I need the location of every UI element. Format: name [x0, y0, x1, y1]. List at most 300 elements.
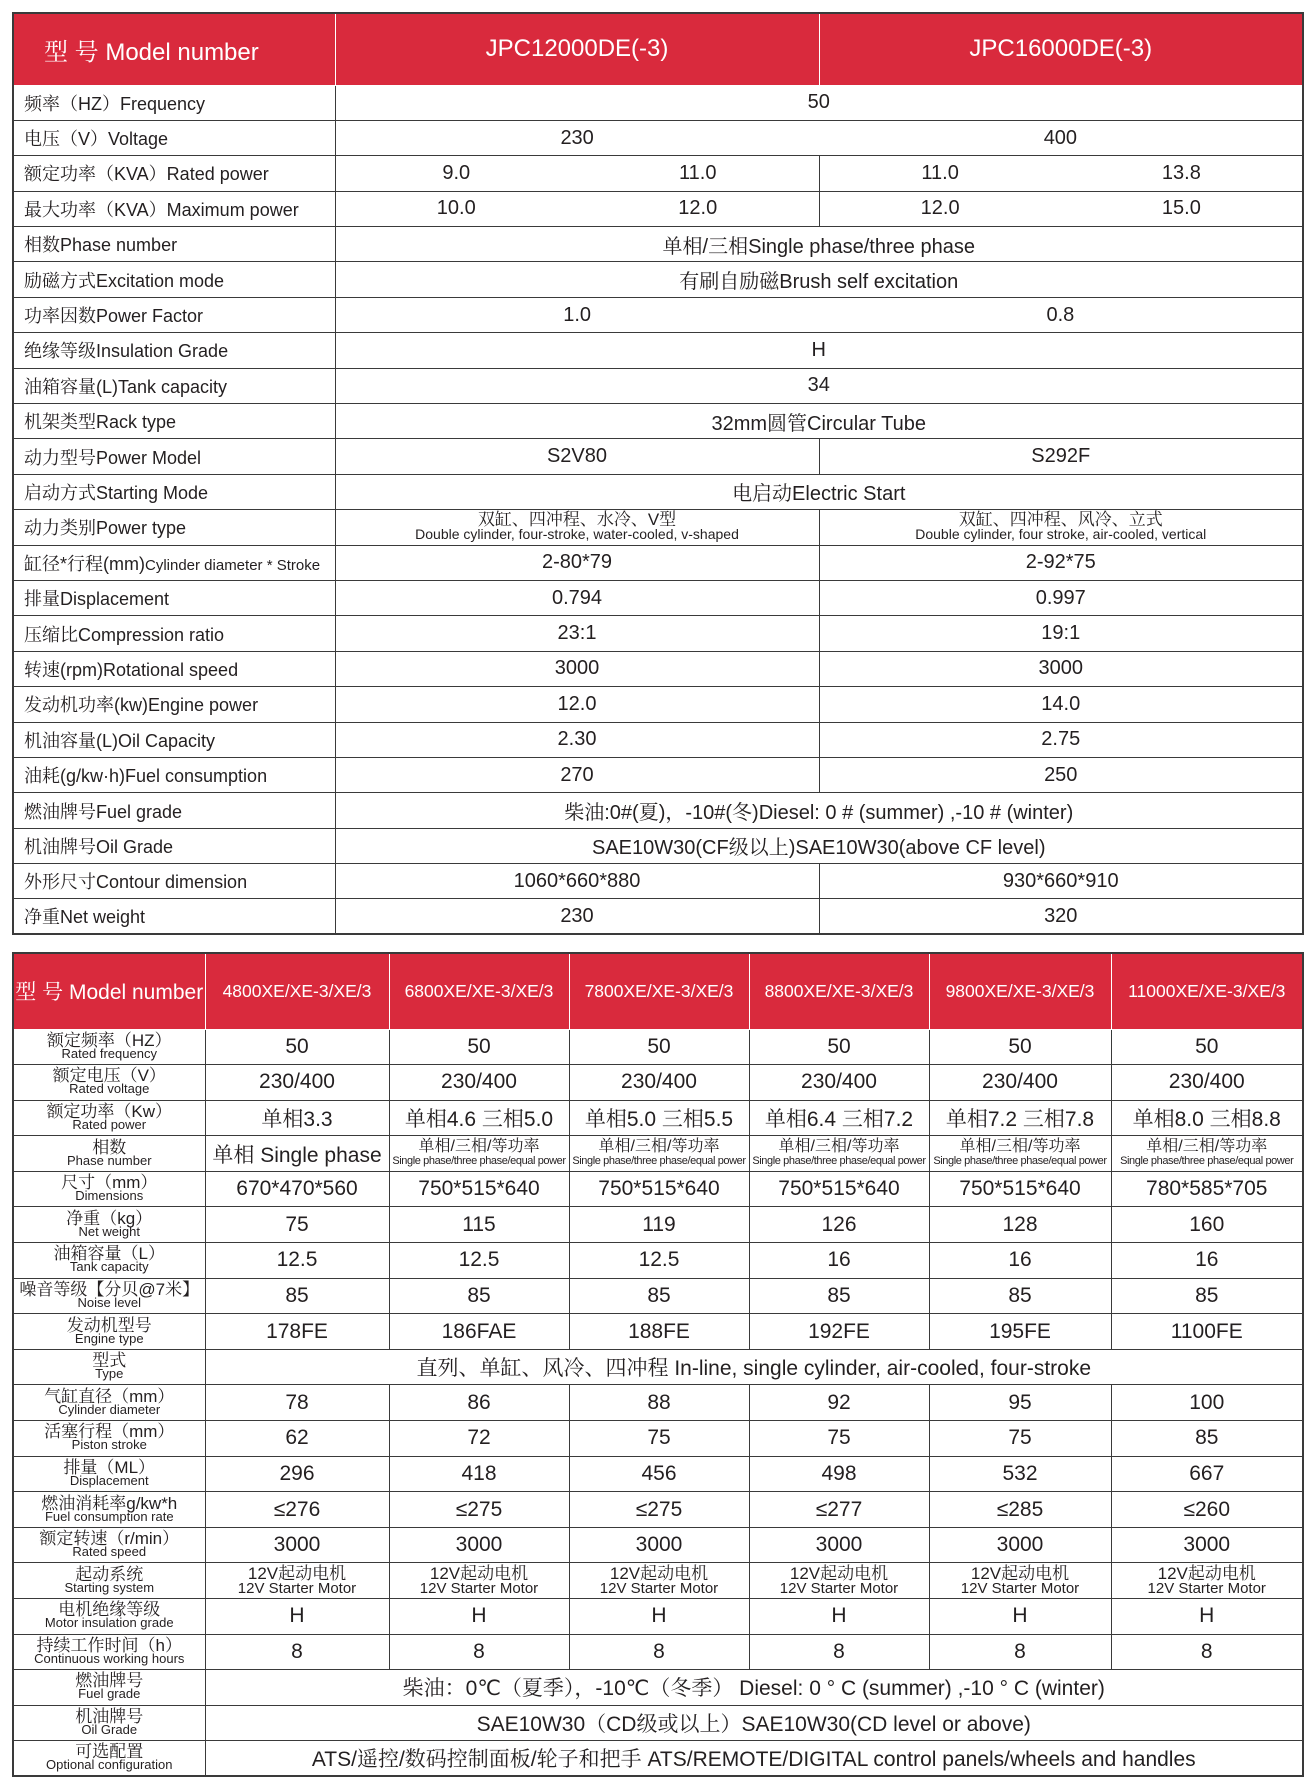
row-label-cn: 净重（kg） [66, 1208, 153, 1228]
value-stack [570, 1139, 749, 1169]
row-label: 外形尺寸Contour dimension [13, 864, 335, 899]
value-cell: 16 [749, 1243, 929, 1279]
header-model: 8800XE/XE-3/XE/3 [749, 953, 929, 1029]
row-label [13, 1029, 205, 1065]
value-cell: 50 [569, 1029, 749, 1065]
value-text: 9.0 [442, 161, 471, 184]
value-cell [335, 120, 1303, 155]
value-stack [750, 1139, 929, 1169]
value-text-en: Single phase/three phase/equal power [572, 1154, 746, 1167]
row-label [13, 1456, 205, 1492]
header-model: 6800XE/XE-3/XE/3 [389, 953, 569, 1029]
table-row [13, 1456, 1303, 1492]
row-label-cn: 噪音等级【分贝@7米】 [19, 1279, 200, 1299]
value-cell: 230/400 [1111, 1065, 1303, 1101]
value-cell: ≤275 [389, 1492, 569, 1528]
table-row [13, 120, 1303, 155]
value-cell: 186FAE [389, 1314, 569, 1350]
value-cell: 2.75 [819, 722, 1303, 757]
value-text-cn: 12V起动电机 [609, 1563, 709, 1583]
value-cell: 780*585*705 [1111, 1171, 1303, 1207]
value-text: 11.0 [921, 161, 959, 184]
value-cell: 0.997 [819, 580, 1303, 615]
row-label-cn: 额定频率（HZ） [46, 1030, 172, 1050]
row-label-en: Piston stroke [71, 1437, 147, 1453]
value-cell: 直列、单缸、风冷、四冲程 In-line, single cylinder, air-cooled, four-stroke [205, 1349, 1303, 1385]
value-cell [819, 156, 1303, 191]
row-label-cn: 额定功率（Kw） [46, 1101, 173, 1121]
value-cell [335, 156, 819, 191]
value-stack [930, 1563, 1111, 1597]
value-cell: 1060*660*880 [335, 864, 819, 899]
table-row [13, 722, 1303, 757]
table-row [13, 474, 1303, 509]
header-model-1: JPC12000DE(-3) [335, 13, 819, 85]
table-row [13, 757, 1303, 792]
row-label-en: Optional configuration [46, 1757, 173, 1773]
value-cell: 78 [205, 1385, 389, 1421]
row-label [13, 1314, 205, 1350]
value-cell: 14.0 [819, 687, 1303, 722]
value-cell [335, 510, 819, 545]
value-cell: 92 [749, 1385, 929, 1421]
value-cell: 750*515*640 [749, 1171, 929, 1207]
table-header-row [13, 13, 1303, 85]
value-cell: 单相7.2 三相7.8 [929, 1100, 1111, 1136]
table-row [13, 439, 1303, 474]
value-cell: 8 [389, 1634, 569, 1670]
table-row [13, 828, 1303, 863]
row-label: 动力型号Power Model [13, 439, 335, 474]
value-cell: 750*515*640 [569, 1171, 749, 1207]
row-label: 绝缘等级Insulation Grade [13, 333, 335, 368]
table-row [13, 85, 1303, 120]
value-cell: 85 [389, 1278, 569, 1314]
value-cell: 296 [205, 1456, 389, 1492]
row-label: 排量Displacement [13, 580, 335, 615]
value-cell: 3000 [929, 1527, 1111, 1563]
row-label: 油箱容量(L)Tank capacity [13, 368, 335, 403]
value-cell: 85 [1111, 1278, 1303, 1314]
value-cell: 8 [569, 1634, 749, 1670]
value-cell: 50 [389, 1029, 569, 1065]
value-cell: 单相 Single phase [205, 1136, 389, 1172]
row-label [13, 545, 335, 580]
value-cell: 单相3.3 [205, 1100, 389, 1136]
row-label-en: Rated speed [72, 1544, 147, 1560]
value-cell: ≤285 [929, 1492, 1111, 1528]
value-cell [929, 1563, 1111, 1599]
row-label [13, 1100, 205, 1136]
row-label [13, 1385, 205, 1421]
table-row [13, 1207, 1303, 1243]
row-label-cn: 尺寸（mm） [61, 1173, 158, 1193]
value-cell: 8 [929, 1634, 1111, 1670]
value-cell: 柴油：0℃（夏季），-10℃（冬季） Diesel: 0 ° C (summer) ,-10 ° C (winter) [205, 1670, 1303, 1706]
row-label-sub: Cylinder diameter * Stroke [144, 556, 321, 574]
table-row [13, 687, 1303, 722]
value-cell: 8 [749, 1634, 929, 1670]
row-label-en: Fuel consumption rate [44, 1508, 174, 1524]
value-text: 13.8 [1161, 161, 1201, 184]
row-label-cn: 机油牌号 [75, 1707, 144, 1727]
row-label-cn: 起动系统 [75, 1564, 144, 1584]
value-cell: 柴油:0#(夏)，-10#(冬)Diesel: 0 # (summer) ,-10 # (winter) [335, 793, 1303, 828]
row-label [13, 1670, 205, 1706]
row-label-cn: 额定转速（r/min） [39, 1529, 180, 1549]
row-label-en: Continuous working hours [34, 1650, 185, 1666]
value-text-en: 12V Starter Motor [779, 1579, 899, 1597]
value-cell: 32mm圆管Circular Tube [335, 404, 1303, 439]
row-label: 相数Phase number [13, 227, 335, 262]
table-row [13, 1385, 1303, 1421]
value-cell: H [749, 1599, 929, 1635]
value-cell: 2.30 [335, 722, 819, 757]
value-cell: H [1111, 1599, 1303, 1635]
value-text-cn: 12V起动电机 [429, 1563, 529, 1583]
value-cell [819, 510, 1303, 545]
spec-table-gasoline [12, 952, 1304, 1777]
value-cell: 3000 [389, 1527, 569, 1563]
header-model: 7800XE/XE-3/XE/3 [569, 953, 749, 1029]
value-cell: 75 [205, 1207, 389, 1243]
row-label-cn: 持续工作时间（h） [36, 1635, 182, 1655]
table-row [13, 864, 1303, 899]
table-row [13, 793, 1303, 828]
value-cell [1111, 1136, 1303, 1172]
value-text-en: Single phase/three phase/equal power [752, 1154, 926, 1167]
row-label: 转速(rpm)Rotational speed [13, 651, 335, 686]
row-label: 功率因数Power Factor [13, 297, 335, 332]
value-cell: 12.5 [205, 1243, 389, 1279]
value-cell: 单相8.0 三相8.8 [1111, 1100, 1303, 1136]
value-stack [1112, 1563, 1303, 1597]
value-text: 400 [1043, 126, 1078, 149]
value-cell: 3000 [749, 1527, 929, 1563]
value-stack [1112, 1139, 1303, 1169]
table-row [13, 1563, 1303, 1599]
row-label [13, 1207, 205, 1243]
row-label-cn: 发动机型号 [66, 1315, 152, 1335]
row-label-en: Tank capacity [69, 1259, 149, 1275]
value-cell: 192FE [749, 1314, 929, 1350]
table-row [13, 1492, 1303, 1528]
row-label [13, 1171, 205, 1207]
table-row [13, 1278, 1303, 1314]
value-cell: 456 [569, 1456, 749, 1492]
value-cell: 930*660*910 [819, 864, 1303, 899]
row-label [13, 1136, 205, 1172]
value-pair [820, 162, 1303, 185]
spec-table-body [13, 1029, 1303, 1776]
value-stack [390, 1563, 569, 1597]
row-label: 燃油牌号Fuel grade [13, 793, 335, 828]
spec-table-body [13, 85, 1303, 934]
value-cell: 418 [389, 1456, 569, 1492]
value-cell: 85 [929, 1278, 1111, 1314]
value-text: 0.8 [1046, 303, 1075, 326]
table-row [13, 580, 1303, 615]
value-cell: H [205, 1599, 389, 1635]
row-label [13, 1065, 205, 1101]
value-cell: 230/400 [389, 1065, 569, 1101]
value-cell: 2-80*79 [335, 545, 819, 580]
row-label-cn: 油箱容量（L） [53, 1244, 165, 1264]
value-cell: 34 [335, 368, 1303, 403]
value-cell: 188FE [569, 1314, 749, 1350]
row-label-en: Rated frequency [61, 1045, 157, 1061]
row-label [13, 1243, 205, 1279]
value-cell: 100 [1111, 1385, 1303, 1421]
value-cell: SAE10W30（CD级或以上）SAE10W30(CD level or above) [205, 1705, 1303, 1741]
value-cell: 62 [205, 1421, 389, 1457]
row-label-en: Fuel grade [78, 1686, 141, 1702]
value-cell: 250 [819, 757, 1303, 792]
value-text: 15.0 [1161, 197, 1201, 220]
value-cell: 75 [569, 1421, 749, 1457]
row-label: 机架类型Rack type [13, 404, 335, 439]
value-cell: 85 [749, 1278, 929, 1314]
row-label [13, 1599, 205, 1635]
row-label-en: Phase number [66, 1152, 152, 1168]
value-text: 230 [560, 126, 594, 149]
row-label-cn: 气缸直径（mm） [44, 1386, 175, 1406]
value-text-en: 12V Starter Motor [1147, 1579, 1266, 1597]
value-stack [930, 1139, 1111, 1169]
value-cell: 50 [1111, 1029, 1303, 1065]
value-text: 12.0 [920, 197, 960, 220]
header-model-label: 型 号 Model number [13, 13, 335, 85]
value-cell: 3000 [1111, 1527, 1303, 1563]
value-cell: 178FE [205, 1314, 389, 1350]
table-header-row [13, 953, 1303, 1029]
value-text-cn: 单相/三相/等功率 [959, 1137, 1081, 1155]
table-row [13, 1634, 1303, 1670]
table-row [13, 297, 1303, 332]
row-label-en: Motor insulation grade [44, 1615, 174, 1631]
value-cell: 50 [749, 1029, 929, 1065]
table-row [13, 1243, 1303, 1279]
value-cell: ATS/遥控/数码控制面板/轮子和把手 ATS/REMOTE/DIGITAL control panels/wheels and handles [205, 1741, 1303, 1777]
value-cell [389, 1563, 569, 1599]
table-row [13, 1314, 1303, 1350]
header-model: 9800XE/XE-3/XE/3 [929, 953, 1111, 1029]
value-cell: 75 [749, 1421, 929, 1457]
value-cell: 单相5.0 三相5.5 [569, 1100, 749, 1136]
value-cell [569, 1563, 749, 1599]
value-cell: S2V80 [335, 439, 819, 474]
value-cell: 160 [1111, 1207, 1303, 1243]
value-cell: 50 [335, 85, 1303, 120]
value-text: 11.0 [679, 161, 717, 184]
value-cell: 230/400 [569, 1065, 749, 1101]
row-label-en: Type [95, 1366, 124, 1382]
header-model: 11000XE/XE-3/XE/3 [1111, 953, 1303, 1029]
value-cell: 750*515*640 [389, 1171, 569, 1207]
value-text-cn: 双缸、四冲程、风冷、立式 [958, 510, 1163, 530]
row-label-main: 缸径*行程(mm) [24, 553, 145, 574]
value-cell: 115 [389, 1207, 569, 1243]
header-model-2: JPC16000DE(-3) [819, 13, 1303, 85]
value-stack [206, 1563, 389, 1597]
row-label [13, 1492, 205, 1528]
value-text-cn: 12V起动电机 [789, 1563, 889, 1583]
value-cell: ≤275 [569, 1492, 749, 1528]
row-label-en: Rated power [72, 1116, 147, 1132]
row-label: 频率（HZ）Frequency [13, 85, 335, 120]
value-text-cn: 12V起动电机 [970, 1563, 1070, 1583]
table-row [13, 1171, 1303, 1207]
value-text-en: 12V Starter Motor [599, 1579, 719, 1597]
value-cell: 12.0 [335, 687, 819, 722]
value-cell: 320 [819, 899, 1303, 934]
row-label-cn: 可选配置 [75, 1742, 144, 1762]
table-row [13, 616, 1303, 651]
value-cell: 498 [749, 1456, 929, 1492]
header-model: 4800XE/XE-3/XE/3 [205, 953, 389, 1029]
table-row [13, 156, 1303, 191]
value-cell: H [569, 1599, 749, 1635]
value-cell: H [335, 333, 1303, 368]
table-row [13, 1599, 1303, 1635]
row-label-cn: 额定电压（V） [52, 1066, 166, 1086]
value-cell: 230/400 [929, 1065, 1111, 1101]
row-label [13, 1634, 205, 1670]
table-row [13, 1065, 1303, 1101]
value-cell: 128 [929, 1207, 1111, 1243]
row-label: 压缩比Compression ratio [13, 616, 335, 651]
row-label: 油耗(g/kw·h)Fuel consumption [13, 757, 335, 792]
value-cell [389, 1136, 569, 1172]
value-pair [336, 304, 1303, 327]
value-cell [929, 1136, 1111, 1172]
value-text-cn: 12V起动电机 [1157, 1563, 1256, 1583]
value-cell: 195FE [929, 1314, 1111, 1350]
table-row [13, 1100, 1303, 1136]
value-cell: 670*470*560 [205, 1171, 389, 1207]
value-cell: 0.794 [335, 580, 819, 615]
table-row [13, 510, 1303, 545]
row-label-en: Dimensions [75, 1188, 144, 1204]
table-row [13, 262, 1303, 297]
value-cell [569, 1136, 749, 1172]
value-cell: 3000 [569, 1527, 749, 1563]
value-cell [335, 191, 819, 226]
value-cell: 86 [389, 1385, 569, 1421]
value-cell [749, 1563, 929, 1599]
table-row [13, 1349, 1303, 1385]
table-row [13, 1705, 1303, 1741]
row-label: 启动方式Starting Mode [13, 474, 335, 509]
value-cell: 3000 [819, 651, 1303, 686]
value-cell: 单相6.4 三相7.2 [749, 1100, 929, 1136]
row-label-en: Noise level [77, 1294, 142, 1310]
table-row [13, 1029, 1303, 1065]
table-row [13, 191, 1303, 226]
value-pair [336, 127, 1303, 150]
row-label: 电压（V）Voltage [13, 120, 335, 155]
value-cell: H [389, 1599, 569, 1635]
row-label-en: Displacement [69, 1472, 149, 1488]
value-cell: 532 [929, 1456, 1111, 1492]
row-label-en: Net weight [78, 1223, 140, 1239]
value-text-cn: 12V起动电机 [247, 1563, 347, 1583]
value-text-en: Double cylinder, four-stroke, water-cooled, v-shaped [415, 526, 739, 543]
value-cell: H [929, 1599, 1111, 1635]
value-text-en: 12V Starter Motor [419, 1579, 539, 1597]
value-cell: 119 [569, 1207, 749, 1243]
value-cell: ≤277 [749, 1492, 929, 1528]
value-cell: 85 [1111, 1421, 1303, 1457]
value-cell: ≤276 [205, 1492, 389, 1528]
table-row [13, 1670, 1303, 1706]
table-row [13, 1421, 1303, 1457]
value-text-cn: 单相/三相/等功率 [778, 1137, 900, 1155]
value-cell: 230/400 [205, 1065, 389, 1101]
value-pair [336, 162, 819, 185]
value-cell: 16 [929, 1243, 1111, 1279]
value-cell: 95 [929, 1385, 1111, 1421]
table-row [13, 404, 1303, 439]
value-cell: 8 [205, 1634, 389, 1670]
value-cell [1111, 1563, 1303, 1599]
row-label: 机油容量(L)Oil Capacity [13, 722, 335, 757]
value-cell: 230 [335, 899, 819, 934]
row-label-cn: 相数 [92, 1137, 127, 1157]
row-label: 机油牌号Oil Grade [13, 828, 335, 863]
value-text: 10.0 [436, 197, 476, 220]
value-text-en: Single phase/three phase/equal power [1120, 1154, 1294, 1167]
value-cell: SAE10W30(CF级以上)SAE10W30(above CF level) [335, 828, 1303, 863]
value-text-cn: 单相/三相/等功率 [598, 1137, 720, 1155]
table-row [13, 227, 1303, 262]
row-label [13, 1563, 205, 1599]
value-stack [570, 1563, 749, 1597]
value-cell: 50 [929, 1029, 1111, 1065]
row-label-cn: 电机绝缘等级 [58, 1600, 161, 1620]
row-label-en: Engine type [74, 1330, 144, 1346]
value-text: 1.0 [563, 303, 592, 326]
value-text: 12.0 [678, 197, 718, 220]
row-label [13, 1421, 205, 1457]
value-cell: 126 [749, 1207, 929, 1243]
row-label: 额定功率（KVA）Rated power [13, 156, 335, 191]
row-label-en: Oil Grade [81, 1722, 138, 1738]
table-row [13, 368, 1303, 403]
value-pair [820, 197, 1303, 220]
value-cell: 85 [569, 1278, 749, 1314]
row-label-en: Starting system [64, 1579, 155, 1595]
value-cell: 85 [205, 1278, 389, 1314]
value-cell [205, 1563, 389, 1599]
row-label: 最大功率（KVA）Maximum power [13, 191, 335, 226]
row-label [13, 1527, 205, 1563]
value-cell: 12.5 [389, 1243, 569, 1279]
header-model-label: 型 号 Model number [13, 953, 205, 1029]
value-cell: 23:1 [335, 616, 819, 651]
row-label: 净重Net weight [13, 899, 335, 934]
value-stack [750, 1563, 929, 1597]
value-cell: 19:1 [819, 616, 1303, 651]
value-cell: 电启动Electric Start [335, 474, 1303, 509]
row-label [13, 1705, 205, 1741]
value-cell: 270 [335, 757, 819, 792]
value-cell [335, 297, 1303, 332]
row-label-cn: 排量（ML） [63, 1457, 156, 1477]
value-text-cn: 单相/三相/等功率 [418, 1137, 540, 1155]
value-cell: 8 [1111, 1634, 1303, 1670]
row-label [13, 1278, 205, 1314]
